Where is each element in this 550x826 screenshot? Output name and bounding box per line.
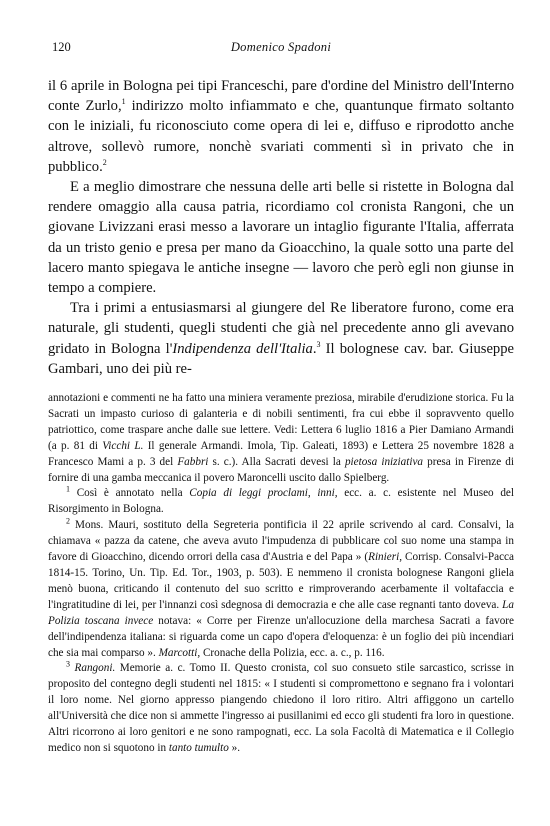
footnote-cont-text-a: annotazioni e commenti ne ha fatto una miniera veramente preziosa, mirabile d'erudizione storica. Fu la Sacrati un impasto curioso di galanteria e di nobili sentimenti, fra cui ebbe il sopravvento quello patriottico, come traspare anche dalle sue lettere. Vedi: Lettera 6 luglio 1816 a Pier Damiano Armandi (a p. 81 di bbox=[48, 392, 514, 452]
paragraph-1 bbox=[48, 76, 514, 177]
running-title: Domenico Spadoni bbox=[230, 40, 332, 54]
footnote-ref-1: 1 bbox=[121, 97, 126, 107]
footnote-cont-italic-3: pietosa iniziativa bbox=[344, 455, 424, 468]
paragraph-3-italic: Indipendenza dell'Italia bbox=[172, 340, 313, 357]
footnote-2-text-a: Mons. Mauri, sostituto della Segreteria pontificia il 22 aprile scrivendo al card. Consalvi, la chiamava « pazza da catene, che aveva avuto l'impudenza di pubblicare col suo nome una stampa in favore di Gioacchino, dicendo orrori della casa d'Austria e del Papa » ( bbox=[48, 519, 514, 564]
footnote-cont-text-d: presa in Firenze di fornire di una gamba meccanica il povero Maroncelli uscito dallo Spielberg. bbox=[48, 455, 514, 484]
footnote-3-number: 3 bbox=[66, 659, 70, 669]
paragraph-3-text-b: . bbox=[312, 340, 317, 357]
page bbox=[48, 40, 514, 757]
footnote-3-text-a: Memorie a. c. Tomo II. Questo cronista, col suo consueto stile sarcastico, scrisse in proposito del contegno degli studenti nel 1815: « I studenti si compromettono e segnano fra i volontari il loro nome. Nel giorno appresso piangendo chiedono il loro ritiro. Altri affiggono un cartello all'Università che dice non si ammette l'ingresso ai pusillanimi ed ecco gli studenti fra loro in questione. Altri ricorrono ai loro genitori e ne sono rampognati, ecc. La sola Facoltà di Matematica e il Collegio medico non si squotono in bbox=[48, 662, 515, 754]
footnote-2-text-d: Cronache della Polizia, ecc. a. c., p. 116. bbox=[200, 646, 385, 659]
footnote-ref-2: 2 bbox=[102, 157, 107, 167]
footnote-2 bbox=[48, 518, 514, 661]
footnotes bbox=[48, 391, 514, 757]
footnote-cont-text-b: Il generale Armandi. Imola, Tip. Galeati, 1893) e Lettera 25 novembre 1828 a Francesco Mami a p. 3 del bbox=[48, 439, 514, 468]
footnote-2-italic-1: Rinieri bbox=[368, 551, 400, 564]
footnote-1-number: 1 bbox=[66, 484, 70, 494]
footnote-1-text-b: ecc. a. c. esistente nel Museo del Risorgimento in Bologna. bbox=[48, 487, 515, 516]
footnote-3-italic-0: Rangoni. bbox=[74, 662, 116, 675]
footnote-1-text-a: Così è annotato nella bbox=[70, 487, 190, 500]
footnote-3 bbox=[48, 661, 514, 756]
footnote-ref-3: 3 bbox=[316, 339, 321, 349]
footnote-continuation bbox=[48, 391, 514, 486]
paragraph-1-text-a: il 6 aprile in Bologna pei tipi Franceschi, pare d'ordine del Ministro dell'Interno conte Zurlo, bbox=[48, 78, 514, 115]
footnote-2-text-b: , Corrisp. Consalvi-Pacca 1814-15. Torino, Un. Tip. Ed. Tor., 1903, p. 503). E nemmeno il cronista bolognese Rangoni gliela menò buona, criticando il contenuto del suo scritto e rimproverando acerbamente il voltafaccia e l'ingratitudine di lei, per l'innanzi così sdegnosa di democrazia e che alle case regnanti tanto doveva. bbox=[48, 551, 514, 611]
paragraph-3-text-c: Il bolognese cav. bar. Giuseppe Gambari, uno dei più re- bbox=[48, 340, 514, 377]
page-header bbox=[48, 40, 514, 58]
footnote-2-italic-3: Marcotti, bbox=[158, 646, 201, 659]
footnote-1 bbox=[48, 486, 514, 518]
page-number: 120 bbox=[52, 40, 71, 54]
footnote-2-text-c: notava: « Corre per Firenze un'allocuzione della marchesa Sacrati a favore dell'indipendenza italiana: si riguarda come un capo d'opera d'eloquenza: è un foglio dei più incendiari che sia mai comparso ». bbox=[48, 614, 514, 659]
paragraph-3-text-a: Tra i primi a entusiasmarsi al giungere del Re liberatore furono, come era naturale, gli studenti, quegli studenti che già nel precedente anno gli avevano gridato in Bologna l' bbox=[48, 300, 514, 357]
footnote-3-text-b: ». bbox=[228, 741, 241, 754]
paragraph-3 bbox=[48, 298, 514, 379]
main-text bbox=[48, 76, 514, 379]
paragraph-1-text-b: indirizzo molto infiammato e che, quantunque firmato soltanto con le iniziali, fu riconosciuto come opera di lei e, diffuso e riprodotto anche altrove, sollevò rumore, nonchè svariati commenti sì in privato che in pubblico. bbox=[48, 98, 514, 175]
footnote-3-italic-1: tanto tumulto bbox=[168, 741, 229, 754]
footnote-1-italic: Copia di leggi proclami, inni, bbox=[189, 487, 338, 500]
paragraph-2-text: E a meglio dimostrare che nessuna delle arti belle si ristette in Bologna dal rendere omaggio alla causa patria, ricordiamo col cronista Rangoni, che un giovane Livizzani erasi messo a lavorare un intaglio figurante l'Italia, afferrata da un tristo genio e presa per mano da Gioacchino, la quale sotto una parte del lacero manto spiegava le antiche insegne — lavoro che però egli non giunse in tempo a compiere. bbox=[48, 179, 514, 297]
footnote-cont-text-c: s. c.). Alla Sacrati devesi la bbox=[208, 455, 345, 468]
footnote-2-number: 2 bbox=[66, 516, 70, 526]
paragraph-2 bbox=[48, 177, 514, 298]
footnote-cont-italic-1: Vicchi L. bbox=[102, 439, 144, 452]
footnote-cont-italic-2: Fabbri bbox=[177, 455, 209, 468]
footnote-2-italic-2: La Polizia toscana invece bbox=[48, 598, 514, 627]
